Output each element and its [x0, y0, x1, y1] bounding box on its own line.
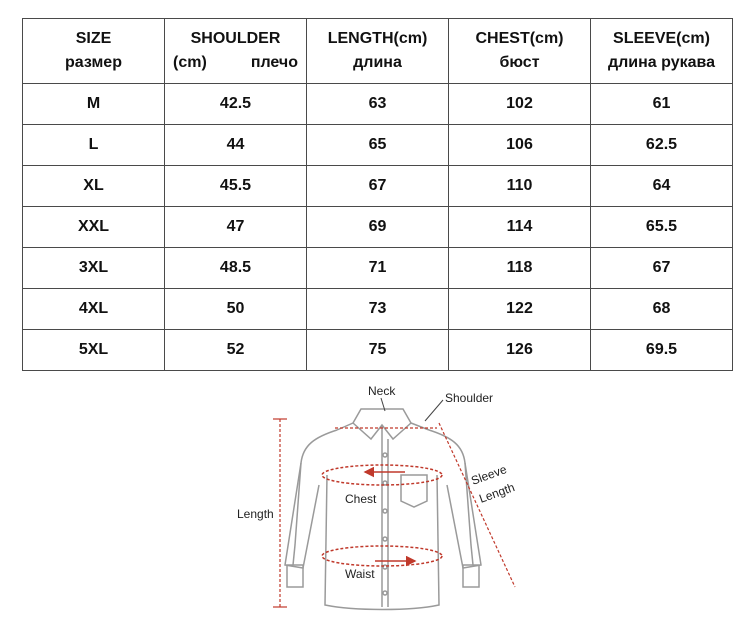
shoulder-pointer — [425, 400, 443, 421]
chest-cell: 122 — [449, 289, 591, 330]
header-chest-ru: бюст — [499, 54, 540, 71]
size-cell: XL — [23, 166, 165, 207]
length-label: Length — [237, 507, 274, 521]
length-cell: 63 — [307, 84, 449, 125]
sleeve-cell: 67 — [591, 248, 733, 289]
table-row — [23, 330, 733, 371]
header-sleeve-en: SLEEVE(cm) — [613, 30, 710, 47]
size-cell: 3XL — [23, 248, 165, 289]
sleeve-label-line1: Sleeve — [469, 462, 509, 488]
sleeve-cell: 62.5 — [591, 125, 733, 166]
size-cell: L — [23, 125, 165, 166]
shoulder-cell: 48.5 — [165, 248, 307, 289]
chest-cell: 106 — [449, 125, 591, 166]
shirt-outline-icon — [285, 409, 481, 610]
header-chest — [449, 19, 591, 84]
header-size-en: SIZE — [75, 30, 112, 47]
header-shoulder-sub — [165, 51, 306, 75]
shoulder-cell: 47 — [165, 207, 307, 248]
header-size-ru: размер — [65, 54, 122, 71]
length-cell: 65 — [307, 125, 449, 166]
size-cell: XXL — [23, 207, 165, 248]
chest-cell: 110 — [449, 166, 591, 207]
sleeve-cell: 64 — [591, 166, 733, 207]
header-length-ru: длина — [353, 54, 402, 71]
table-row — [23, 289, 733, 330]
shoulder-cell: 45.5 — [165, 166, 307, 207]
header-shoulder-en: SHOULDER — [190, 30, 281, 47]
chest-cell: 114 — [449, 207, 591, 248]
shoulder-label: Shoulder — [445, 391, 494, 405]
shoulder-cell: 50 — [165, 289, 307, 330]
shoulder-cell: 44 — [165, 125, 307, 166]
chest-cell: 102 — [449, 84, 591, 125]
sleeve-label-line2: Length — [477, 480, 517, 506]
chest-label: Chest — [345, 492, 377, 506]
header-sleeve-ru: длина рукава — [607, 54, 716, 71]
shoulder-cell: 42.5 — [165, 84, 307, 125]
sleeve-cell: 69.5 — [591, 330, 733, 371]
length-cell: 69 — [307, 207, 449, 248]
chest-cell: 118 — [449, 248, 591, 289]
header-length — [307, 19, 449, 84]
length-cell: 75 — [307, 330, 449, 371]
sleeve-cell: 65.5 — [591, 207, 733, 248]
length-measure-line — [273, 419, 287, 607]
table-row — [23, 248, 733, 289]
shoulder-cell: 52 — [165, 330, 307, 371]
table-row — [23, 125, 733, 166]
sleeve-cell: 61 — [591, 84, 733, 125]
waist-label: Waist — [345, 567, 375, 581]
header-row — [23, 19, 733, 84]
header-shoulder-unit: (cm) — [173, 54, 207, 71]
length-cell: 67 — [307, 166, 449, 207]
size-chart-table — [22, 18, 733, 371]
size-cell: M — [23, 84, 165, 125]
shirt-measurement-diagram — [225, 375, 535, 637]
neck-label: Neck — [368, 384, 396, 398]
length-cell: 71 — [307, 248, 449, 289]
header-size — [23, 19, 165, 84]
table-row — [23, 207, 733, 248]
header-shoulder-ru: плечо — [250, 54, 298, 71]
length-cell: 73 — [307, 289, 449, 330]
size-cell: 5XL — [23, 330, 165, 371]
chest-cell: 126 — [449, 330, 591, 371]
header-chest-en: CHEST(cm) — [475, 30, 564, 47]
header-length-en: LENGTH(cm) — [327, 30, 428, 47]
sleeve-cell: 68 — [591, 289, 733, 330]
table-row — [23, 84, 733, 125]
size-cell: 4XL — [23, 289, 165, 330]
header-sleeve — [591, 19, 733, 84]
header-shoulder — [165, 19, 307, 84]
table-row — [23, 166, 733, 207]
